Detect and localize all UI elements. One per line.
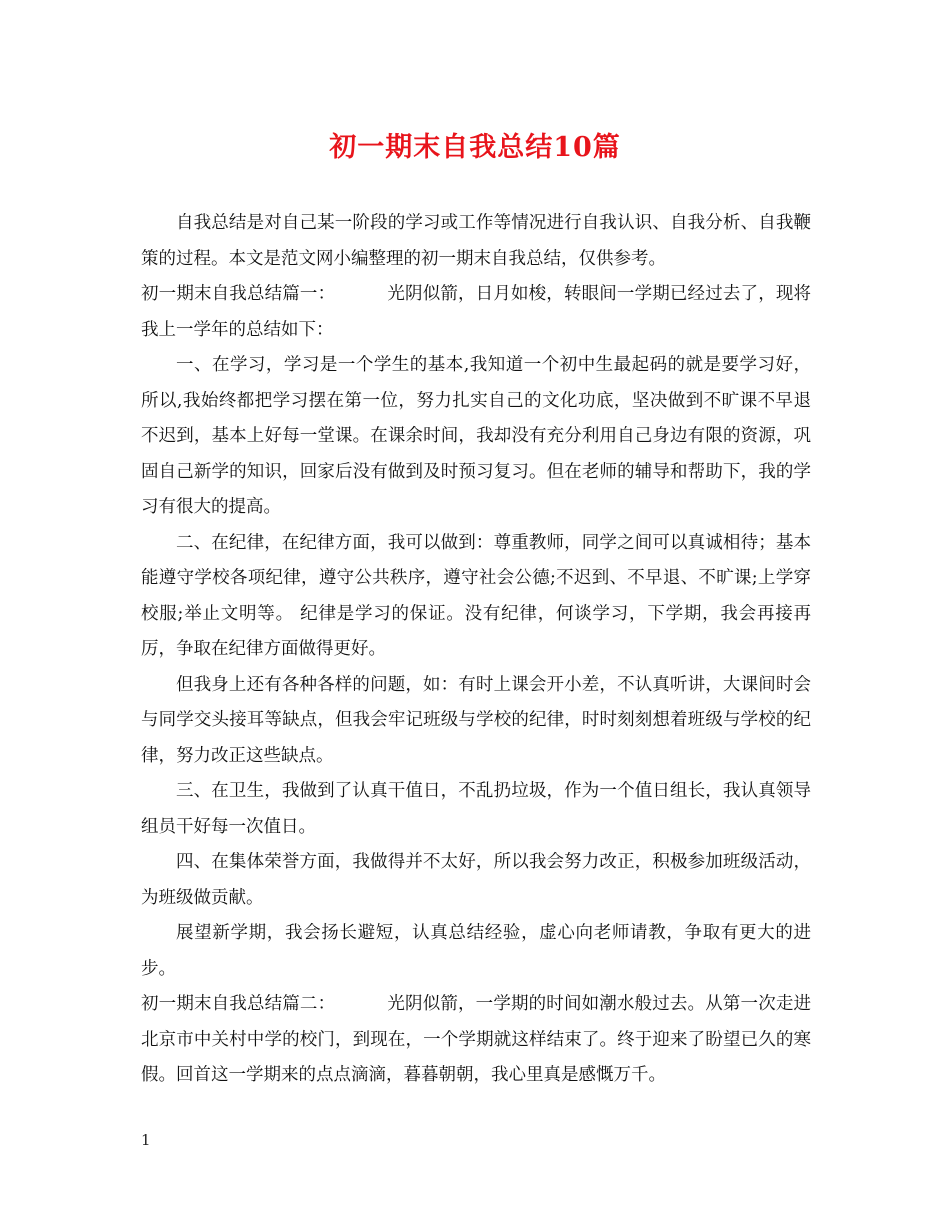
section-2-heading: 初一期末自我总结篇二：	[141, 994, 336, 1014]
section-2-paragraph	[141, 987, 811, 1094]
section-1-paragraph-study: 一、在学习，学习是一个学生的基本,我知道一个初中生最起码的就是要学习好，所以,我始终都把学习摆在第一位，努力扎实自己的文化功底，坚决做到不旷课不早退不迟到，基本上好每一堂课。在课余时间，我却没有充分利用自己身边有限的资源，巩固自己新学的知识，回家后没有做到及时预习复习。但在老师的辅导和帮助下，我的学习有很大的提高。	[141, 355, 811, 517]
intro-paragraph: 自我总结是对自己某一阶段的学习或工作等情况进行自我认识、自我分析、自我鞭策的过程。本文是范文网小编整理的初一期末自我总结，仅供参考。	[141, 213, 811, 269]
page-number: 1	[141, 1131, 151, 1149]
section-1-paragraph-outlook: 展望新学期，我会扬长避短，认真总结经验，虚心向老师请教，争取有更大的进步。	[141, 923, 811, 979]
section-2-lead: 光阴似箭，一学期的时间如潮水般过去。从第一次走进北京市中关村中学的校门，到现在，一个学期就这样结束了。终于迎来了盼望已久的寒假。回首这一学期来的点点滴滴，暮暮朝朝，我心里真是感慨万千。	[141, 994, 812, 1085]
section-1-heading: 初一期末自我总结篇一：	[141, 284, 336, 304]
section-1-paragraph	[141, 277, 811, 348]
section-1-paragraph-problems: 但我身上还有各种各样的问题，如：有时上课会开小差，不认真听讲，大课间时会与同学交头接耳等缺点，但我会牢记班级与学校的纪律，时时刻刻想着班级与学校的纪律，努力改正这些缺点。	[141, 674, 811, 766]
section-1-lead: 光阴似箭，日月如梭，转眼间一学期已经过去了，现将我上一学年的总结如下：	[141, 284, 812, 340]
section-1-paragraph-hygiene: 三、在卫生，我做到了认真干值日，不乱扔垃圾，作为一个值日组长，我认真领导组员干好每一次值日。	[141, 781, 811, 837]
document-body	[141, 206, 811, 1094]
section-1-paragraph-collective: 四、在集体荣誉方面，我做得并不太好，所以我会努力改正，积极参加班级活动，为班级做贡献。	[141, 852, 811, 908]
page-title: 初一期末自我总结10篇	[329, 132, 621, 163]
section-1-paragraph-discipline: 二、在纪律，在纪律方面，我可以做到：尊重教师，同学之间可以真诚相待；基本能遵守学校各项纪律，遵守公共秩序，遵守社会公德;不迟到、不早退、不旷课;上学穿校服;举止文明等。 纪律是学习的保证。没有纪律，何谈学习，下学期，我会再接再厉，争取在纪律方面做得更好。	[141, 532, 811, 659]
